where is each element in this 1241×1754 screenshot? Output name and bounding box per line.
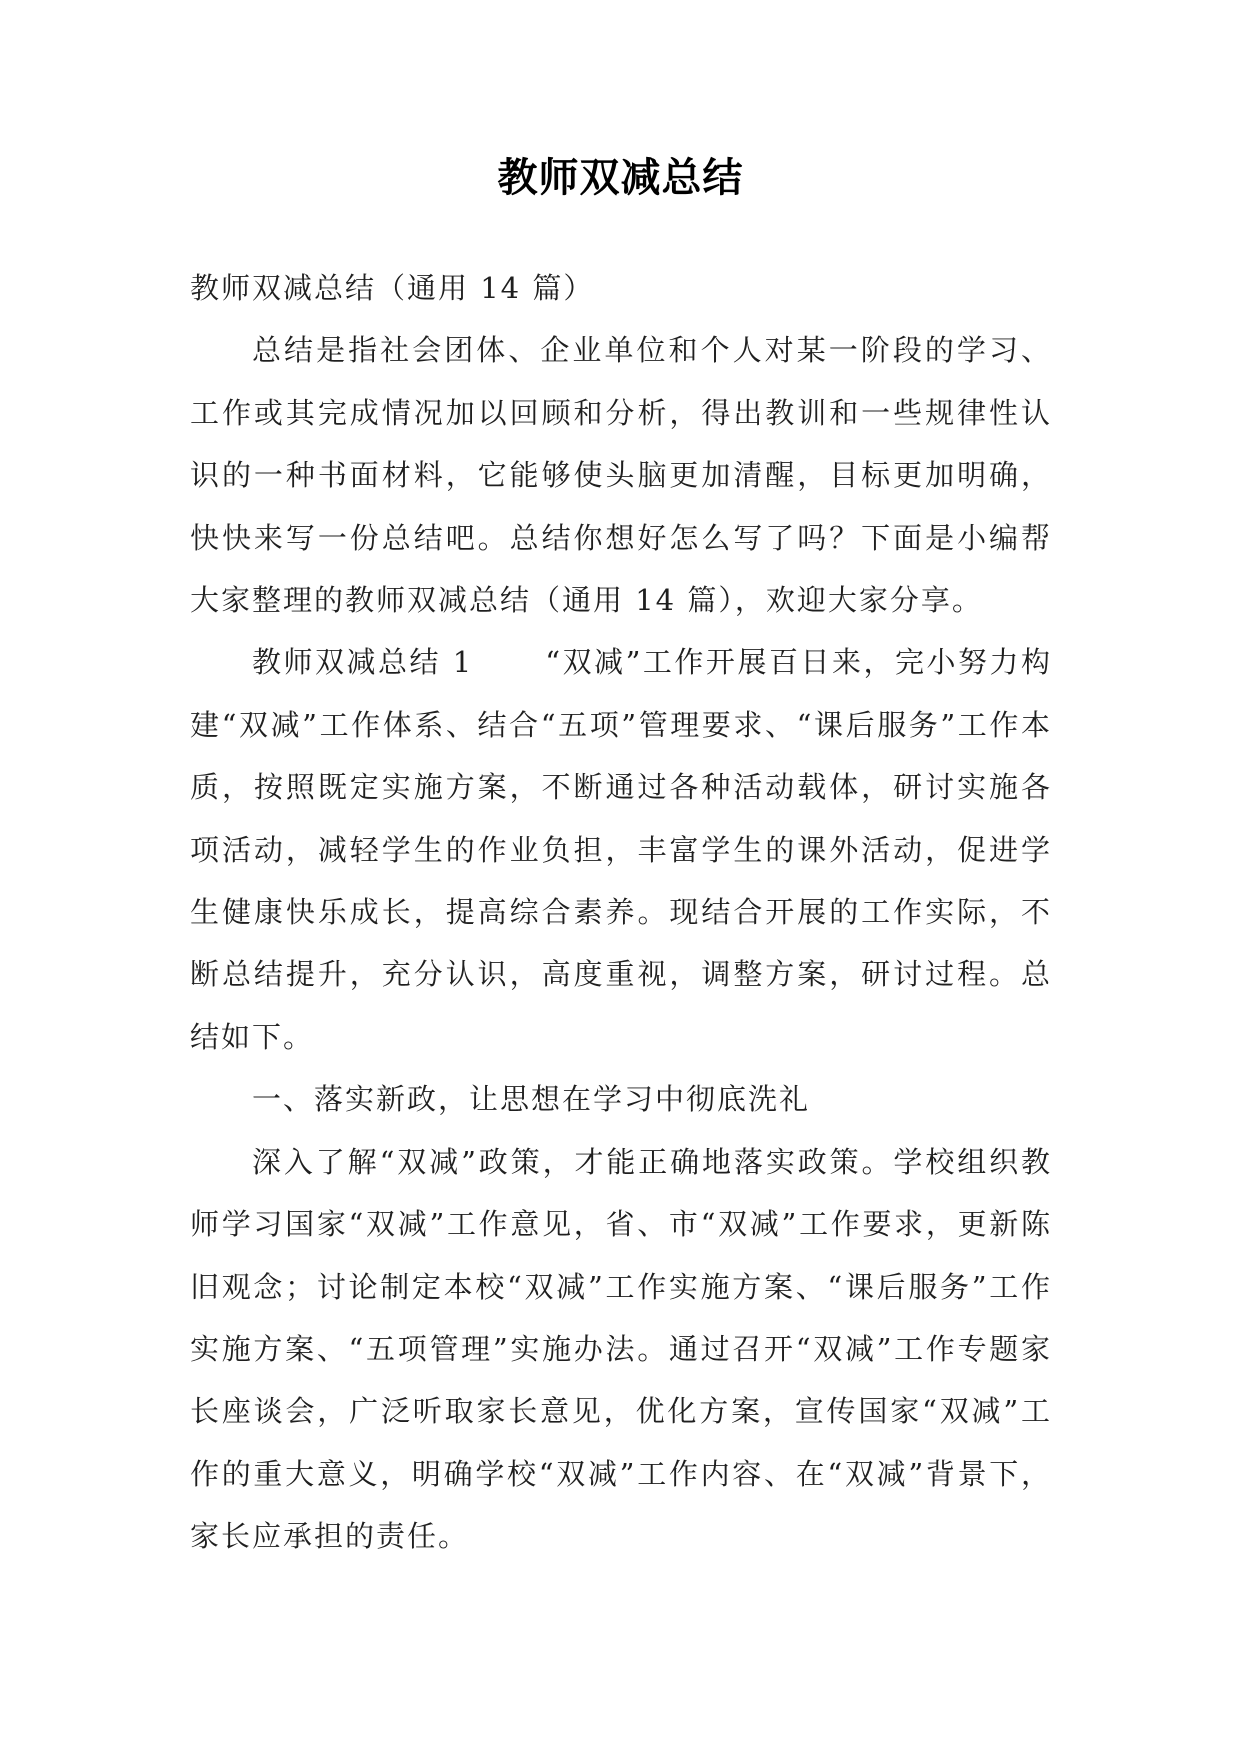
document-title: 教师双减总结 [497,155,744,201]
section-1-body: “双减”工作开展百日来，完小努力构建“双减”工作体系、结合“五项”管理要求、“课后服务”工作本质，按照既定实施方案，不断通过各种活动载体，研讨实施各项活动，减轻学生的作业负担，丰富学生的课外活动，促进学生健康快乐成长，提高综合素养。现结合开展的工作实际，不断总结提升，充分认识，高度重视，调整方案，研讨过程。总结如下。 [190,645,1053,1054]
document-subtitle: 教师双减总结（通用 14 篇） [190,271,595,305]
intro-paragraph: 总结是指社会团体、企业单位和个人对某一阶段的学习、工作或其完成情况加以回顾和分析，得出教训和一些规律性认识的一种书面材料，它能够使头脑更加清醒，目标更加明确，快快来写一份总结吧。总结你想好怎么写了吗？下面是小编帮大家整理的教师双减总结（通用 14 篇），欢迎大家分享。 [190,333,1052,618]
paragraph-1: 深入了解“双减”政策，才能正确地落实政策。学校组织教师学习国家“双减”工作意见，省、市“双减”工作要求，更新陈旧观念；讨论制定本校“双减”工作实施方案、“课后服务”工作实施方案、“五项管理”实施办法。通过召开“双减”工作专题家长座谈会，广泛听取家长意见，优化方案，宣传国家“双减”工作的重大意义，明确学校“双减”工作内容、在“双减”背景下，家长应承担的责任。 [190,1144,1052,1554]
heading-1: 一、落实新政，让思想在学习中彻底洗礼 [252,1082,811,1117]
section-1-label: 教师双减总结 1 [252,645,474,680]
document-body [190,257,1052,1568]
section-1-paragraph [190,631,1052,1068]
